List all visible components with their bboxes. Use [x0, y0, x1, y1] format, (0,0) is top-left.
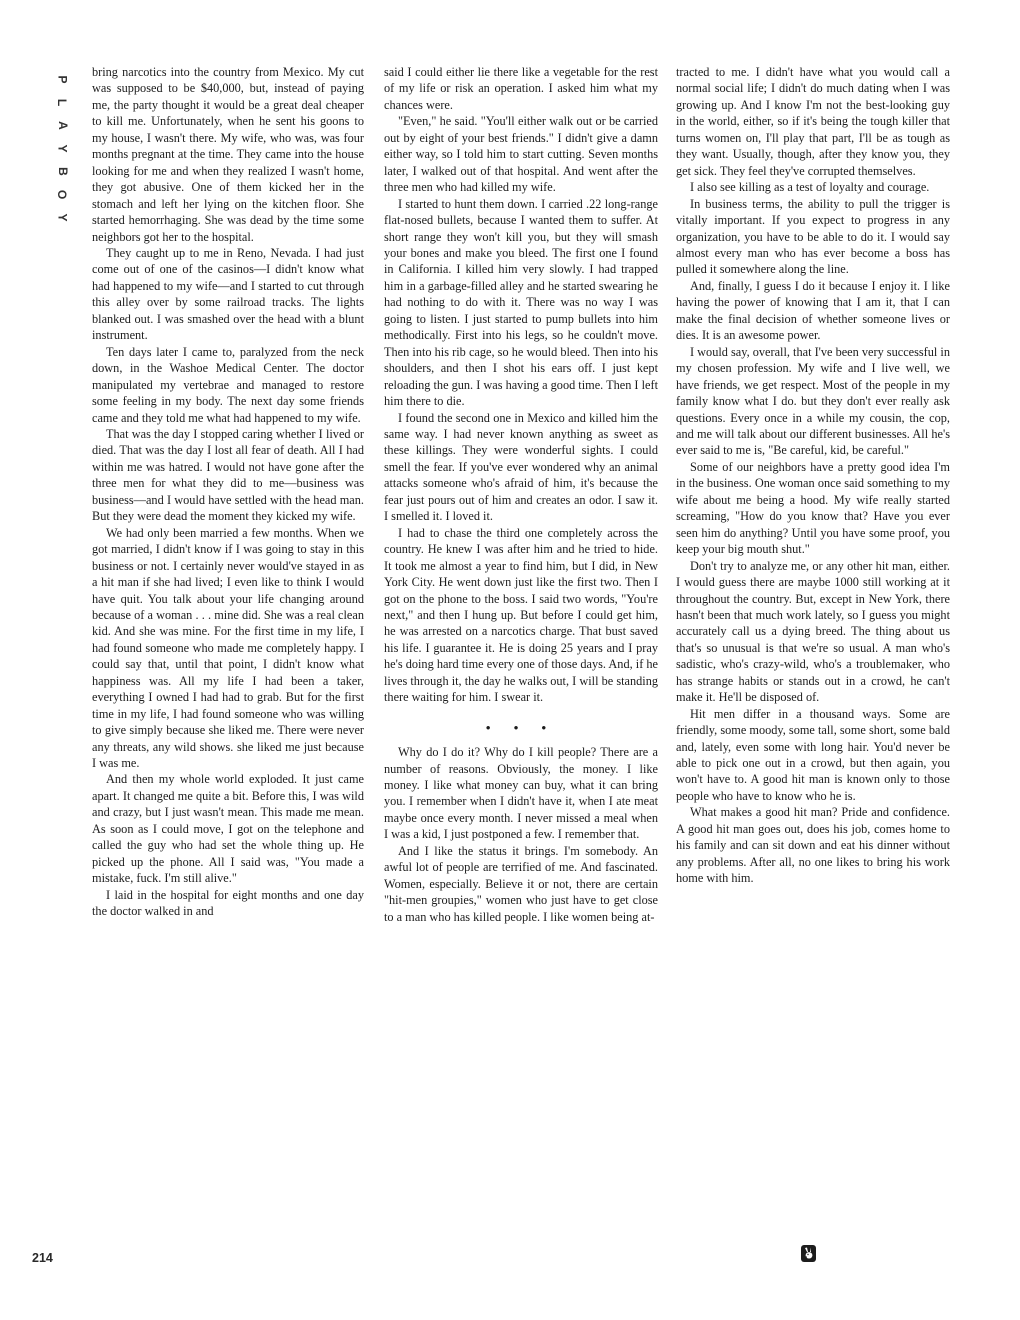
paragraph: Don't try to analyze me, or any other hit man, either. I would guess there are maybe 1000 still working at it throughout the country. But, except in New York, there hasn't been that much work lately, so I guess you might accurately call us a dying breed. The thing about us that's so unusual is that we're so usual. A man who's sadistic, who's crazy-wild, who's a troublemaker, who has strange habits or stands out in a crowd, he can't make it. He'll be disposed of. [676, 558, 950, 705]
paragraph: I also see killing as a test of loyalty and courage. [690, 180, 930, 195]
article-column-1 [92, 64, 364, 1274]
running-head-letter: L [55, 98, 70, 107]
paragraph: I found the second one in Mexico and killed him the same way. I had never known anything as sweet as these killings. They were wonderful sights. I could smell the fear. If you've ever wondered why an animal attacks someone who's afraid of him, it's because the fear just pours out of him and creates an odor. I saw it. I smelled it. I loved it. [384, 410, 658, 524]
paragraph: Why do I do it? Why do I kill people? There are a number of reasons. Obviously, the money. I like money. I like what money can buy, what it can bring you. I remember when I didn't have it, when I ate meat maybe once every month. I never missed a meal when I was a kid, I just postponed a few. I remember that. [384, 745, 658, 842]
paragraph: bring narcotics into the country from Mexico. My cut was supposed to be $40,000, but, instead of paying me, the party thought it would be a great deal cheaper to kill me. Unfortunately, when he sent his goons to my house, I wasn't there. My wife, who was, was four months pregnant at the time. They came into the house looking for me and when they realized I wasn't home, they got abusive. One of them kicked her in the stomach and left her lying on the kitchen floor. She started hemorrhaging. She was dead by the time some neighbors got her to the hospital. [92, 65, 364, 244]
paragraph: said I could either lie there like a vegetable for the rest of my life or risk an operation. I asked him what my chances were. [384, 65, 658, 112]
paragraph: We had only been married a few months. When we got married, I didn't know if I was going to stay in this business or not. I certainly never would've stayed in as a hit man if she had lived; I even like to think I would have quit. You talk about your life changing around because of a woman . . . mine did. She was a real clean kid. And she was mine. For the first time in my life, I had found someone who made me completely happy. I could say that, until that point, I didn't know what happiness was. All my life I had been a taker, everything I owned I had had to grab. But for the first time in my life, I had found someone who was willing to give simply because she liked me. There were never any threats, any wild shows. she liked me just because I was me. [92, 525, 364, 771]
paragraph: In business terms, the ability to pull the trigger is vitally important. If you expect to progress in any organization, you have to be able to do it. I would say almost every man who has ever become a boss has pulled it somewhere along the line. [676, 196, 950, 277]
paragraph: And then my whole world exploded. It just came apart. It changed me quite a bit. Before this, I was wild and crazy, but I just wasn't mean. This made me mean. As soon as I could move, I got on the telephone and called the guy who had set the whole thing up. He picked up the phone. All I said was, "You made a mistake, fuck. I'm still alive." [92, 772, 364, 886]
running-head-letter: Y [55, 213, 70, 222]
running-head-letter: A [55, 121, 70, 130]
page-number: 214 [32, 1251, 53, 1265]
rabbit-head-icon [801, 1245, 816, 1262]
running-head-letter: Y [55, 144, 70, 153]
paragraph: tracted to me. I didn't have what you would call a normal social life; I didn't do much dating when I was growing up. And I know I'm not the best-looking guy in the world, either, so if it's being the tough killer that turns women on, I'll play that part, I'll be as tough as they want. Usually, though, after they know you, they get sick. They feel they've corrupted themselves. [676, 65, 950, 178]
paragraph: I had to chase the third one completely across the country. He knew I was after him and he tried to hide. It took me almost a year to find him, but I did, in New York City. He went down just like the first two. Then I got on the phone to the boss. I said two words, "You're next," and then I hung up. But before I could get him, he was arrested on a narcotics charge. That bust saved his life. I guarantee it. He is doing 25 years and I pray he's doing hard time every one of those days. And, if he lives through it, the day he walks out, I will be standing there waiting for him. I swear it. [384, 525, 658, 705]
section-break: • • • [485, 719, 557, 735]
paragraph: They caught up to me in Reno, Nevada. I had just come out of one of the casinos—I didn't know what had happened to my wife—and I started to cut through this alley over by some railroad tracks. The lights blanked out. I was smashed over the head with a blunt instrument. [92, 245, 364, 343]
paragraph: That was the day I stopped caring whether I lived or died. That was the day I lost all fear of death. All I had within me was hatred. I would not have gone after the three men for what they did to me—business was business—and I would have settled with the head man. But they were dead the moment they kicked my wife. [92, 426, 364, 524]
paragraph: Ten days later I came to, paralyzed from the neck down, in the Washoe Medical Center. The doctor manipulated my vertebrae and managed to restore some feeling in my body. The next day some friends came and they told me what had happened to my wife. [92, 344, 364, 425]
running-head-letter: P [55, 75, 70, 84]
paragraph: I started to hunt them down. I carried .22 long-range flat-nosed bullets, because I wanted them to suffer. At short range they won't kill you, but they will smash your bones and make you bleed. The first one I found in California. I killed him very slowly. I had trapped him in a garbage-filled alley and he started swearing he had nothing to do with it. There was no way I was going to listen. I just started to pump bullets into him methodically. First into his legs, so he couldn't move. Then into his rib cage, so he would bleed. Then into his shoulders, and then I shot his ears off. I just kept reloading the gun. I was having a good time. Then I left him there to die. [384, 196, 658, 409]
running-head-playboy [50, 68, 74, 229]
article-column-2 [384, 64, 658, 1274]
paragraph: Hit men differ in a thousand ways. Some are friendly, some moody, some tall, some short, some bald and, lately, even some with long hair. You'd never be able to pick one out in a crowd, but then again, you won't have to. A good hit man is known only to those people who have to know who he is. [676, 706, 950, 803]
paragraph: And, finally, I guess I do it because I enjoy it. I like having the power of knowing that I am it, that I can make the final decision of whether someone lives or dies. It is an awesome power. [676, 278, 950, 343]
paragraph: And I like the status it brings. I'm somebody. An awful lot of people are terrified of me. And fascinated. Women, especially. Believe it or not, there are certain "hit-men groupies," women who just have to get close to a man who has killed people. I like women being at- [384, 843, 658, 924]
paragraph: "Even," he said. "You'll either walk out or be carried out by eight of your best friends." I didn't give a damn either way, so I told him to start cutting. Seven months later, I walked out of that hospital. And went after the three men who had killed my wife. [384, 114, 658, 195]
paragraph: I laid in the hospital for eight months and one day the doctor walked in and [92, 887, 364, 919]
paragraph: What makes a good hit man? Pride and confidence. A good hit man goes out, does his job, comes home to his family and can sit down and eat his dinner without any problems. After all, no one likes to bring his work home with him. [676, 805, 950, 886]
running-head-letter: B [55, 167, 70, 176]
paragraph: Some of our neighbors have a pretty good idea I'm in the business. One woman once said something to my wife about me being a hood. My wife really started screaming, "How do you know that? Have you ever seen him do anything? Until you have some proof, you keep your big mouth shut." [676, 459, 950, 557]
paragraph: I would say, overall, that I've been very successful in my chosen profession. My wife and I live well, we have friends, we get respect. Most of the people in my family know what I do. but they don't ever really ask questions. Every once in a while my cousin, the cop, and me will talk about our different businesses. All he's ever said to me is, "Be careful, kid, be careful." [676, 344, 950, 458]
article-column-3 [676, 64, 950, 1274]
running-head-letter: O [55, 189, 70, 200]
